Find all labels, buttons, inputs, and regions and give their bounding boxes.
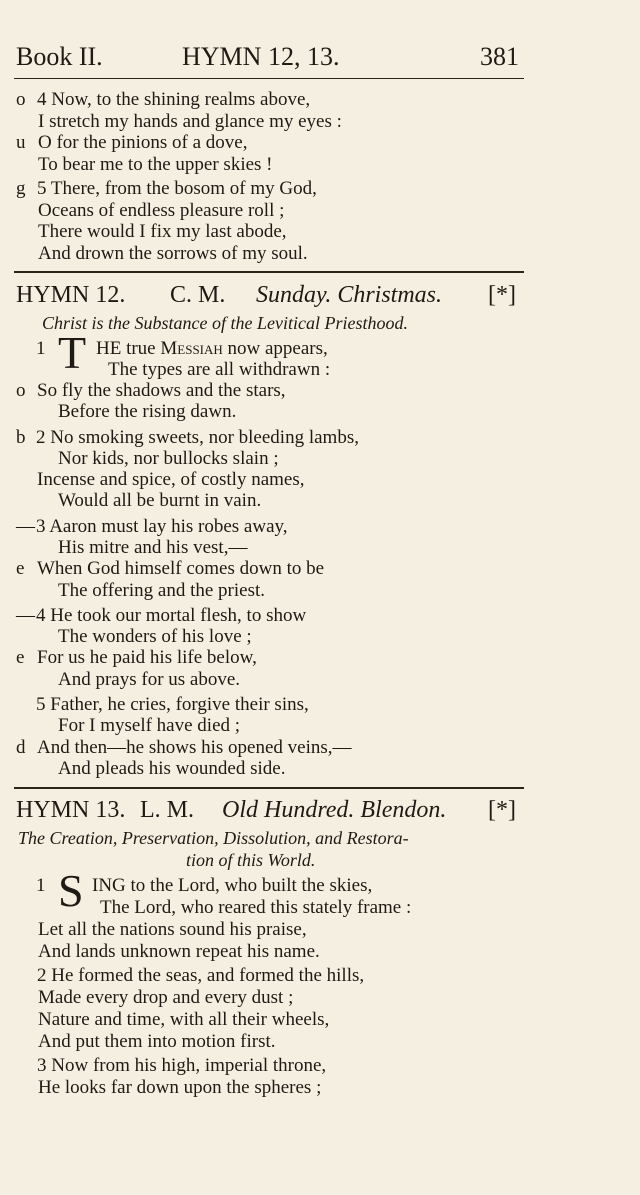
verse-line: The wonders of his love ; bbox=[58, 626, 252, 647]
verse-line: Let all the nations sound his praise, bbox=[38, 919, 307, 940]
second-line: The Lord, who reared this stately frame : bbox=[100, 897, 412, 918]
messiah-small-caps: Messiah bbox=[160, 338, 223, 359]
running-header-book: Book II. bbox=[16, 42, 103, 71]
verse-line: Before the rising dawn. bbox=[58, 401, 237, 422]
first-line bbox=[96, 339, 328, 358]
hymn-12-number: HYMN 12. bbox=[16, 282, 126, 308]
verse-line: His mitre and his vest,— bbox=[58, 537, 248, 558]
hymn-12-meter: C. M. bbox=[170, 282, 226, 308]
verse-line: So fly the shadows and the stars, bbox=[37, 380, 286, 401]
verse-line: O for the pinions of a dove, bbox=[38, 132, 248, 153]
verse-line: When God himself comes down to be bbox=[37, 558, 325, 579]
section-rule bbox=[14, 787, 524, 789]
verse-line: And lands unknown repeat his name. bbox=[38, 941, 320, 962]
verse-line: 4 Now, to the shining realms above, bbox=[37, 89, 311, 110]
verse-line: 4 He took our mortal flesh, to show bbox=[36, 605, 307, 626]
verse-line: 2 No smoking sweets, nor bleeding lambs, bbox=[36, 427, 359, 448]
verse-line: He looks far down upon the spheres ; bbox=[38, 1077, 322, 1098]
verse-line: And drown the sorrows of my soul. bbox=[38, 243, 308, 264]
verse-line: For us he paid his life below, bbox=[37, 647, 257, 668]
verse-line: Incense and spice, of costly names, bbox=[37, 469, 305, 490]
verse-number: 1 bbox=[36, 338, 46, 359]
hymn-13-meter: L. M. bbox=[140, 797, 194, 823]
section-rule bbox=[14, 271, 524, 273]
dynamic-mark: — bbox=[16, 516, 35, 537]
header-rule bbox=[14, 78, 524, 79]
second-line: The types are all withdrawn : bbox=[108, 359, 331, 380]
verse-line: To bear me to the upper skies ! bbox=[38, 154, 273, 175]
verse-line: 3 Aaron must lay his robes away, bbox=[36, 516, 288, 537]
verse-line: There would I fix my last abode, bbox=[38, 221, 287, 242]
hymn-13-tunes: Old Hundred. Blendon. bbox=[222, 797, 447, 823]
drop-cap-t: T bbox=[58, 327, 87, 378]
verse-line: Nor kids, nor bullocks slain ; bbox=[58, 448, 279, 469]
first-line-start: HE true bbox=[96, 338, 156, 359]
dynamic-mark: b bbox=[16, 427, 26, 448]
verse-line: 2 He formed the seas, and formed the hills, bbox=[37, 965, 365, 986]
hymn-12-tunes: Sunday. Christmas. bbox=[256, 282, 443, 308]
hymn-13-number: HYMN 13. bbox=[16, 797, 126, 823]
hymn-12-subtitle: Christ is the Substance of the Levitical Priesthood. bbox=[42, 313, 408, 333]
dynamic-mark: g bbox=[16, 178, 26, 199]
verse-line: 3 Now from his high, imperial throne, bbox=[37, 1055, 327, 1076]
dynamic-mark: — bbox=[16, 605, 35, 626]
verse-line: Made every drop and every dust ; bbox=[38, 987, 294, 1008]
verse-line: And pleads his wounded side. bbox=[58, 758, 286, 779]
hymn-13-subtitle-line2: tion of this World. bbox=[186, 850, 316, 870]
hymn-13-subtitle-line1: The Creation, Preservation, Dissolution, and Restora- bbox=[18, 828, 409, 848]
verse-line: I stretch my hands and glance my eyes : bbox=[38, 111, 342, 132]
dynamic-mark: e bbox=[16, 647, 25, 668]
verse-number: 1 bbox=[36, 875, 46, 896]
dynamic-mark: o bbox=[16, 89, 26, 110]
verse-line: Would all be burnt in vain. bbox=[58, 490, 262, 511]
dynamic-mark: e bbox=[16, 558, 25, 579]
verse-line: Oceans of endless pleasure roll ; bbox=[38, 200, 285, 221]
verse-line: And prays for us above. bbox=[58, 669, 241, 690]
dynamic-mark: u bbox=[16, 132, 26, 153]
verse-line: For I myself have died ; bbox=[58, 715, 241, 736]
dynamic-mark: d bbox=[16, 737, 26, 758]
first-line-end: now appears, bbox=[227, 338, 328, 359]
hymn-13-bracket: [*] bbox=[488, 797, 516, 823]
page-number: 381 bbox=[480, 42, 519, 71]
running-header-hymns: HYMN 12, 13. bbox=[182, 42, 340, 71]
verse-line: The offering and the priest. bbox=[58, 580, 265, 601]
verse-line: And then—he shows his opened veins,— bbox=[37, 737, 352, 758]
first-line: ING to the Lord, who built the skies, bbox=[92, 875, 373, 896]
drop-cap-s: S bbox=[58, 865, 84, 916]
verse-line: Nature and time, with all their wheels, bbox=[38, 1009, 330, 1030]
hymn-12-bracket: [*] bbox=[488, 282, 516, 308]
dynamic-mark: o bbox=[16, 380, 26, 401]
verse-line: And put them into motion first. bbox=[38, 1031, 276, 1052]
verse-line: 5 There, from the bosom of my God, bbox=[37, 178, 317, 199]
verse-line: 5 Father, he cries, forgive their sins, bbox=[36, 694, 309, 715]
